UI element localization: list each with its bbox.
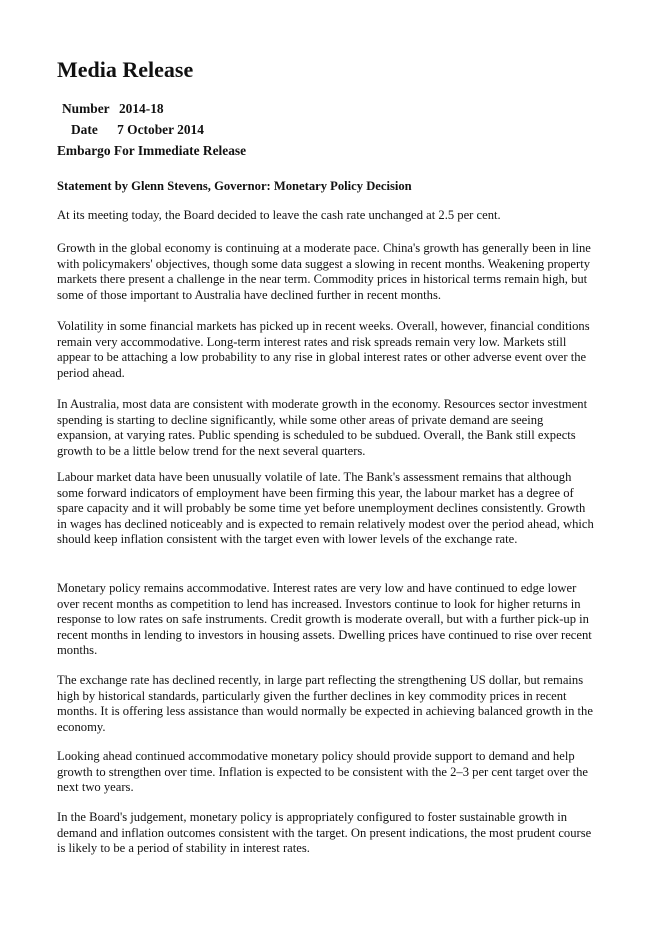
paragraph: In the Board's judgement, monetary policy is appropriately configured to foster sustainable growth in demand and inflation outcomes consistent with the target. On present indications, the most prudent course is likely to be a period of stability in interest rates. (57, 810, 592, 855)
release-date-label: Date (71, 122, 98, 137)
statement-heading: Statement by Glenn Stevens, Governor: Monetary Policy Decision (57, 179, 412, 193)
release-date-value: 7 October 2014 (117, 122, 204, 137)
document-title: Media Release (57, 57, 194, 82)
release-number-value: 2014-18 (118, 101, 164, 116)
paragraph: Growth in the global economy is continuing at a moderate pace. China's growth has generally been in line with policymakers' objectives, though some data suggest a slowing in recent months. Weakening property markets there present a challenge in the near term. Commodity prices in historical terms remain high, but some of those important to Australia have declined further in recent months. (57, 241, 591, 302)
paragraph: Labour market data have been unusually volatile of late. The Bank's assessment remains that although some forward indicators of employment have been firming this year, the labour market has a degree of spare capacity and it will probably be some time yet before unemployment declines consistently. Growth in wages has declined noticeably and is expected to remain relatively modest over the period ahead, which should keep inflation consistent with the target even with lower levels of the exchange rate. (57, 470, 594, 546)
release-number-label: Number (62, 101, 110, 116)
paragraph: Looking ahead continued accommodative monetary policy should provide support to demand and help growth to strengthen over time. Inflation is expected to be consistent with the 2–3 per cent target over the next two years. (57, 749, 589, 794)
paragraph: The exchange rate has declined recently, in large part reflecting the strengthening US dollar, but remains high by historical standards, particularly given the further declines in key commodity prices in recent months. It is offering less assistance than would normally be expected in achieving balanced growth in the economy. (57, 673, 593, 734)
release-date (71, 122, 204, 138)
paragraph: Monetary policy remains accommodative. Interest rates are very low and have continued to edge lower over recent months as competition to lend has increased. Investors continue to look for higher returns in response to low rates on safe instruments. Credit growth is moderate overall, but with a further pick-up in recent months in lending to investors in housing assets. Dwelling prices have continued to rise over recent months. (57, 581, 592, 657)
paragraph: In Australia, most data are consistent with moderate growth in the economy. Resources sector investment spending is starting to decline significantly, while some other areas of private demand are seeing expansion, at varying rates. Public spending is scheduled to be subdued. Overall, the Bank still expects growth to be a little below trend for the next several quarters. (57, 397, 588, 458)
embargo-line: Embargo For Immediate Release (57, 143, 247, 158)
release-number (62, 101, 164, 117)
paragraph: At its meeting today, the Board decided to leave the cash rate unchanged at 2.5 per cent. (57, 208, 501, 222)
paragraph: Volatility in some financial markets has picked up in recent weeks. Overall, however, financial conditions remain very accommodative. Long-term interest rates and risk spreads remain very low. Markets still appear to be attaching a low probability to any rise in global interest rates or other adverse event over the period ahead. (57, 319, 590, 380)
